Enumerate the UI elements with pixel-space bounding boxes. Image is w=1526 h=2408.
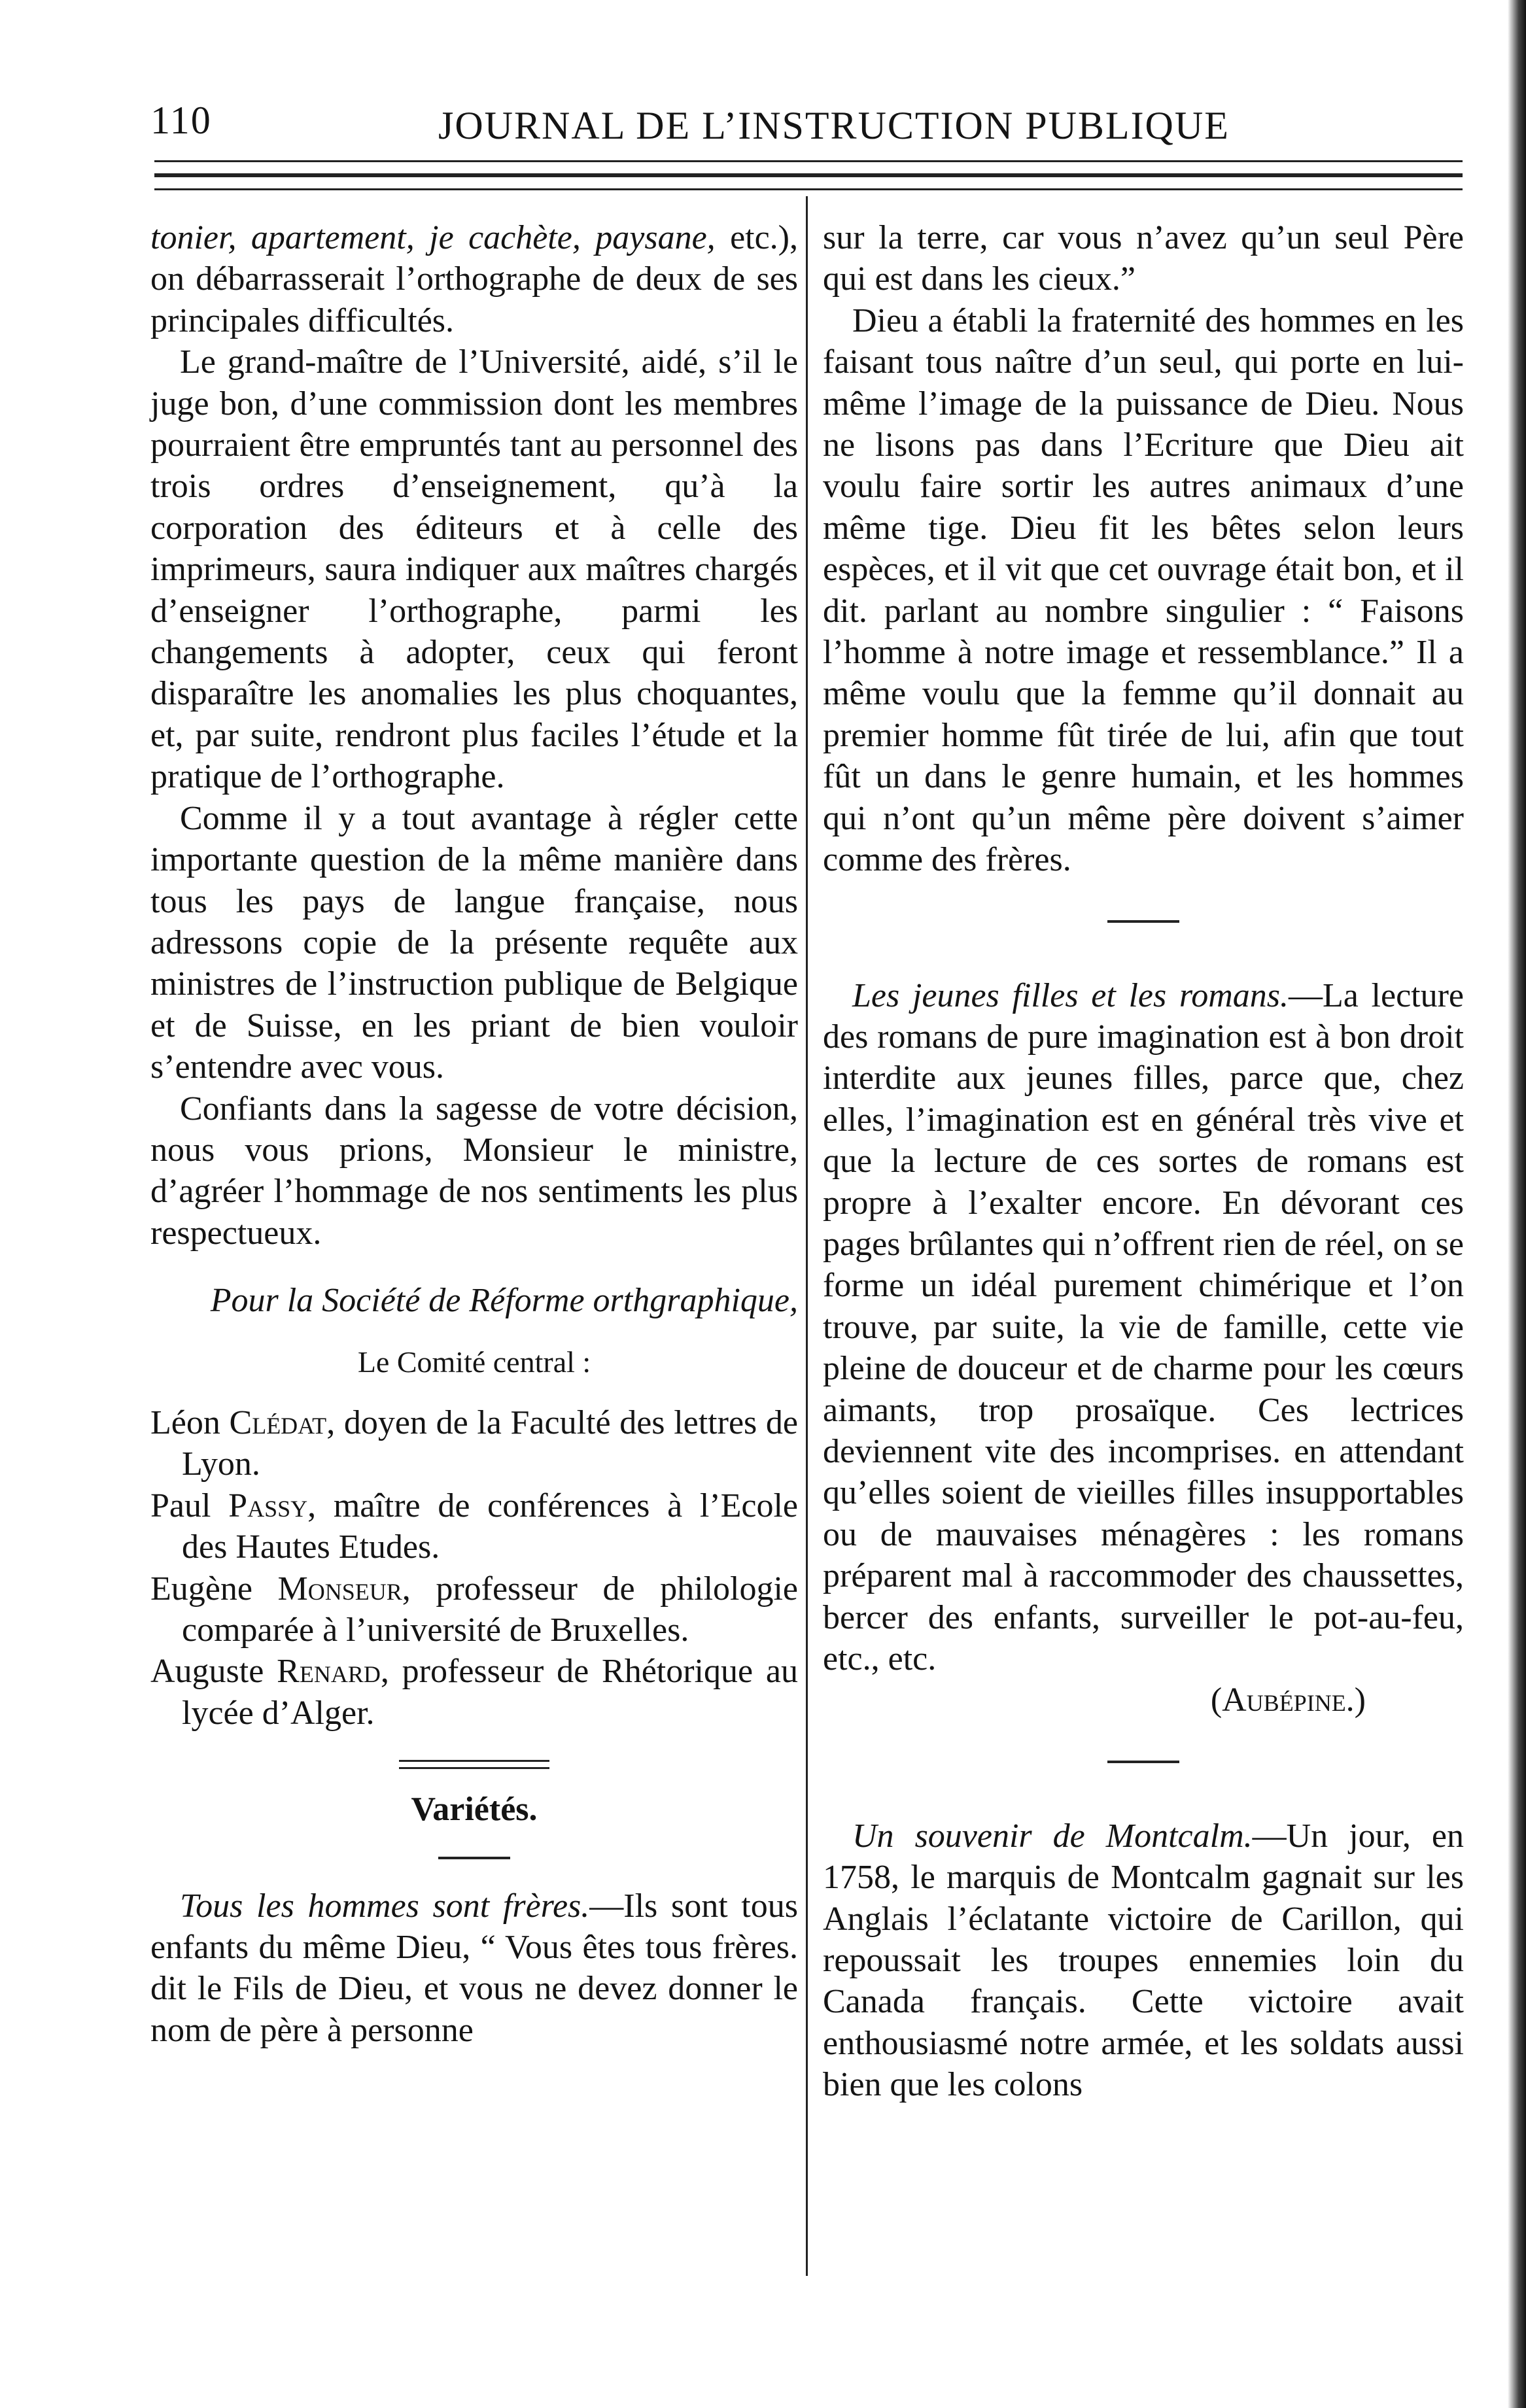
- signature-committee: Le Comité central :: [357, 1345, 591, 1379]
- article-jeunes-filles: [823, 975, 1464, 1680]
- article-tous-les-hommes: [150, 1885, 798, 2052]
- paragraph-fraternite: Dieu a établi la fraternité des hommes en les faisant tous naître d’un seul, qui porte en lui-même l’image de la puissance de Dieu. Nous ne lisons pas dans l’Ecriture que Dieu ait voulu faire sortir les autres animaux d’une même tige. Dieu fit les bêtes selon leurs espèces, et il vit que cet ouvrage était bon, et il dit. parlant au nombre singulier : “ Faisons l’homme à notre image et ressemblance.” Il a même voulu que la femme qu’il donnait au premier homme fût tirée de lui, afin que tout fût un dans le genre humain, et les hommes qui n’ont qu’un même père doivent s’aimer comme des frères.: [823, 301, 1464, 879]
- signatory-first-name: Paul: [150, 1487, 229, 1524]
- signatory: [150, 1485, 798, 1568]
- signatory: [150, 1568, 798, 1651]
- signatory-title: , professeur de philologie comparée à l’université de Bruxelles.: [182, 1570, 798, 1649]
- signatory-surname: Renard: [277, 1653, 381, 1691]
- paragraph-grand-maitre: Le grand-maître de l’Université, aidé, s’il le juge bon, d’une commission dont les membres pourraient être empruntés tant au personnel des trois ordres d’enseignement, qu’à la corporation des éditeurs et à celle des imprimeurs, saura indiquer aux maîtres chargés d’enseigner l’orthographe, parmi les changements à adopter, ceux qui feront disparaître les anomalies les plus choquantes, et, par suite, rendront plus faciles l’étude et la pratique de l’orthographe.: [150, 343, 798, 796]
- header-rule-thick: [154, 173, 1463, 177]
- column-divider: [806, 196, 808, 2276]
- signatory-title: , professeur de Rhétorique au lycée d’Alger.: [182, 1653, 798, 1732]
- page-edge-shadow: [1508, 0, 1526, 2408]
- article-title: Tous les hommes sont frères.: [180, 1887, 590, 1925]
- section-title: Variétés.: [411, 1791, 538, 1829]
- paragraph-confiants: Confiants dans la sagesse de votre décision, nous vous prions, Monsieur le ministre, d’agréer l’hommage de nos sentiments les plus respectueux.: [150, 1090, 798, 1252]
- signatory-first-name: Eugène: [150, 1570, 278, 1608]
- running-title: JOURNAL DE L’INSTRUCTION PUBLIQUE: [438, 104, 1230, 147]
- article-attribution: (Aubépine.): [1210, 1681, 1366, 1719]
- signatory-first-name: Léon: [150, 1403, 230, 1441]
- signatory-title: , doyen de la Faculté des lettres de Lyon.: [182, 1403, 799, 1483]
- signature-society: Pour la Société de Réforme orthgraphique,: [210, 1282, 798, 1320]
- signatory: [150, 1651, 798, 1734]
- right-column: [823, 217, 1464, 2106]
- header-rule: [154, 188, 1463, 190]
- left-column: [150, 217, 798, 2051]
- section-double-rule: [399, 1760, 549, 1769]
- paragraph-text: etc.), on débarrasserait l’orthographe de deux de ses principales difficultés.: [150, 219, 798, 339]
- paragraph-comme-il: Comme il y a tout avantage à régler cette importante question de la même manière dans tous les pays de langue française, nous adressons copie de la présente requête aux ministres de l’instruction publique de Belgique et de Suisse, en les priant de bien vouloir s’entendre avec vous.: [150, 799, 798, 1086]
- page-header: [150, 98, 1465, 157]
- article-title: Les jeunes filles et les romans.: [852, 976, 1289, 1014]
- article-text: —La lecture des romans de pure imagination est à bon droit interdite aux jeunes filles, parce que, chez elles, l’imagination est en général très vive et que la lecture de ces sortes de romans est propre à l’exalter encore. En dévorant ces pages brûlantes qui n’offrent rien de réel, on se forme un idéal purement chimérique et l’on trouve, par suite, la vie de famille, cette vie pleine de douceur et de charme pour les cœurs aimants, trop prosaïque. Ces lectrices deviennent vite des incomprises. en attendant qu’elles soient de vieilles filles insupportables ou de mauvaises ménagères : les romans préparent mal à raccommoder des chaussettes, bercer des enfants, surveiller le pot-au-feu, etc., etc.: [823, 976, 1464, 1677]
- signatory-first-name: Auguste: [150, 1653, 277, 1691]
- header-rule: [154, 160, 1463, 162]
- paragraph-continued: sur la terre, car vous n’avez qu’un seul Père qui est dans les cieux.”: [823, 219, 1464, 298]
- paragraph-continued: [150, 217, 798, 341]
- page-number: 110: [150, 99, 212, 142]
- signatory: [150, 1402, 798, 1485]
- signatory-surname: Passy: [228, 1487, 308, 1524]
- article-text: —Un jour, en 1758, le marquis de Montcalm gagnait sur les Anglais l’éclatante victoire de Carillon, qui repoussait les troupes ennemies loin du Canada français. Cette victoire avait enthousiasmé notre armée, et les soldats aussi bien que les colons: [823, 1817, 1464, 2104]
- signatory-title: , maître de conférences à l’Ecole des Hautes Etudes.: [182, 1487, 798, 1566]
- article-title: Un souvenir de Montcalm.: [852, 1817, 1253, 1855]
- signatory-surname: Monseur: [277, 1570, 402, 1608]
- article-montcalm: [823, 1815, 1464, 2106]
- italic-words: tonier, apartement, je cachète, paysane,: [150, 219, 716, 256]
- signatory-surname: Clédat: [229, 1403, 327, 1441]
- article-text: —Ils sont tous enfants du même Dieu, “ Vous êtes tous frères. dit le Fils de Dieu, et vous ne devez donner le nom de père à personne: [150, 1887, 798, 2049]
